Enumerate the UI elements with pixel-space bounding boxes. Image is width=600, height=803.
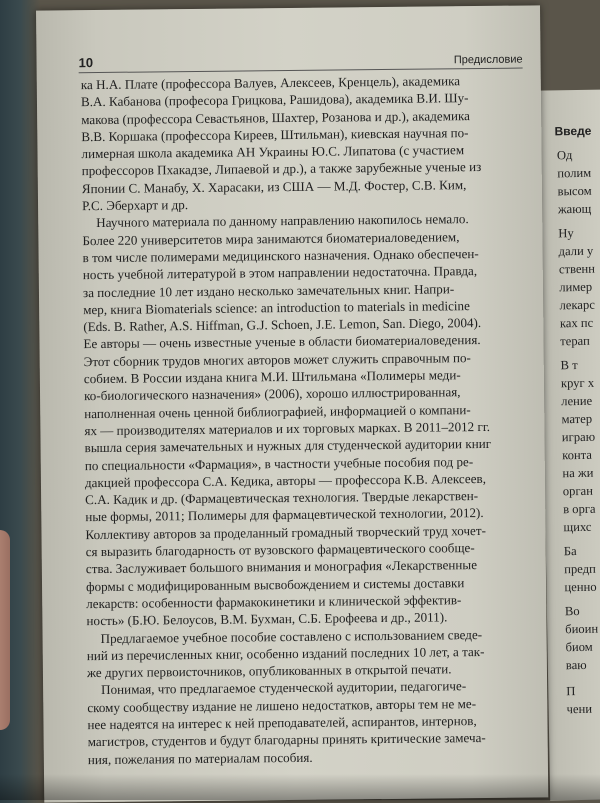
text-line: вышла серия замечательных и нужных для студенческой аудитории книг [84, 436, 492, 456]
text-line: ность учебной литературой в этом направлении недостаточна. Правда, [82, 263, 478, 283]
next-page-line: орган [562, 483, 594, 499]
next-page-line: конта [562, 447, 593, 463]
text-line: ные формы, 2011; Полимеры для фармацевтической технологии, 2012). [85, 505, 484, 525]
thumb-edge [0, 530, 10, 730]
next-page-line: биоин [565, 621, 599, 637]
text-line: Предлагаемое учебное пособие составлено с использованием сведе- [100, 626, 483, 646]
text-line: В.В. Коршака (профессора Киреев, Штильман), киевская научная по- [81, 125, 469, 145]
section-title: Предисловие [453, 53, 523, 67]
next-page-line: ценно [564, 579, 597, 595]
next-page-line: лимер [559, 279, 593, 295]
next-page-line: щихс [563, 519, 592, 535]
text-line: ся выразить благодарность от вузовского фармацевтического сообще- [85, 540, 475, 560]
body-text [81, 71, 540, 768]
next-page-line: жающ [557, 201, 592, 217]
text-line: В.А. Кабанова (професора Грицкова, Рашидова), академика В.И. Шу- [80, 90, 469, 110]
next-page-line: Во [564, 604, 580, 619]
running-header [78, 50, 522, 74]
next-page-line: П [566, 684, 576, 699]
text-line: лимерная школа академика АН Украины Ю.С. Липатова (с участием [81, 142, 465, 162]
next-page-line: биом [565, 639, 593, 655]
text-line: по специальности «Фармация», в частности учебные пособия под ре- [84, 453, 474, 473]
next-page-line: ственн [558, 261, 596, 277]
paragraph-1 [81, 71, 534, 214]
paragraph-4 [87, 677, 540, 768]
next-page-line: полим [557, 165, 592, 181]
next-page-line: матер [561, 411, 593, 427]
bottom-shadow [0, 774, 600, 800]
next-page-line: ках пс [559, 315, 594, 331]
text-line: ях — производителях материалов и их торговых марках. В 2011–2012 гг. [84, 418, 491, 439]
paragraph-2 [82, 210, 538, 630]
next-page-line: на жи [562, 465, 594, 481]
text-line: ний из перечисленных книг, особенно изданий последних 10 лет, а так- [86, 643, 485, 663]
text-line: ность» (Б.Ю. Белоусов, В.М. Бухман, С.Б. Ерофеева и др., 2011). [86, 609, 448, 629]
text-line: (Eds. B. Rather, A.S. Hiffman, G.J. Schoen, J.E. Lemon, San. Diego, 2004). [83, 315, 482, 335]
next-page-heading: Введе [554, 123, 592, 139]
text-line: Научного материала по данному направлению накопилось немало. [96, 211, 469, 231]
text-line: мер, книга Biomaterials science: an introduction to materials in medicine [83, 297, 470, 318]
next-page-line: в орга [562, 501, 596, 517]
next-page-line: Од [556, 148, 573, 163]
text-line: скому сообществу издание не лишено недостатков, авторы тем не ме- [87, 695, 477, 715]
page-number: 10 [78, 55, 94, 71]
text-line: за последние 10 лет издано несколько замечательных книг. Напри- [82, 280, 455, 300]
text-line: Более 220 университетов мира занимаются биоматериаловедением, [82, 228, 460, 248]
text-line: наполненная очень ценной библиографией, информацией о компани- [84, 401, 471, 421]
text-line: ка Н.А. Плате (профессора Валуев, Алексеев, Кренцель), академика [80, 73, 461, 93]
text-line: ния, пожелания по материалам пособия. [87, 749, 313, 767]
text-line: же других первоисточников, опубликованных в открытой печати. [86, 661, 452, 681]
text-line: Коллективу авторов за проделанный громадный творческий труд хочет- [85, 522, 486, 542]
next-page-line: чени [566, 701, 593, 717]
text-line: Р.С. Эберхарт и др. [81, 197, 189, 214]
paragraph-3 [86, 625, 539, 682]
text-line: Этот сборник трудов многих авторов может служить справочным по- [83, 349, 471, 369]
text-line: Понимая, что предлагаемое студенческой аудитории, педагогиче- [101, 678, 467, 698]
book-page [36, 5, 548, 802]
next-page-line: высом [557, 183, 592, 199]
text-line: ства. Заслуживает большого внимания и монография «Лекарственные [85, 557, 478, 577]
next-page-line: ление [561, 393, 593, 409]
text-line: нее надеятся на интерес к ней преподавателей, аспирантов, интернов, [87, 713, 477, 733]
next-page-line: предп [564, 561, 596, 577]
next-page-line: ваю [565, 657, 587, 673]
text-line: профессоров Пхакадзе, Липаевой и др.), а также зарубежные ученые из [81, 159, 482, 179]
next-page-line: Ба [563, 544, 577, 559]
text-line: макова (профессора Севастьянов, Шахтер, Розанова и др.), академика [81, 107, 470, 127]
next-page-line: В т [560, 358, 578, 373]
next-page-line: терап [560, 333, 590, 349]
next-page-line: дали у [558, 243, 594, 259]
text-line: магистров, студентов и будут благодарны принять критические замеча- [87, 730, 486, 750]
text-line: лекарств: особенности фармакокинетики и клинической эффектив- [86, 592, 462, 612]
next-page-line: Ну [558, 226, 574, 241]
next-page-line: круг х [560, 375, 595, 391]
text-line: Ее авторы — очень известные ученые в области биоматериаловедения. [83, 332, 481, 352]
text-line: формы с модифицированным высвобождением и системы доставки [85, 574, 465, 594]
next-page-line: играю [561, 429, 596, 445]
text-line: в том числе полимерами медицинского назначения. Однако обеспечен- [82, 245, 479, 266]
text-line: дакцией профессора С.А. Кедика, авторы — профессора К.В. Алексеев, [84, 470, 487, 490]
next-page-line: лекарс [559, 297, 595, 313]
text-line: С.А. Кадик и др. (Фармацевтическая технология. Твердые лекарствен- [85, 488, 479, 508]
text-line: ко-биологического назначения» (2006), хорошо иллюстрированная, [83, 384, 461, 404]
text-line: собием. В России издана книга М.И. Штильмана «Полимеры меди- [83, 367, 461, 387]
text-line: Японии С. Манабу, Х. Харасаки, из США — М.Д. Фостер, С.В. Ким, [81, 176, 467, 196]
